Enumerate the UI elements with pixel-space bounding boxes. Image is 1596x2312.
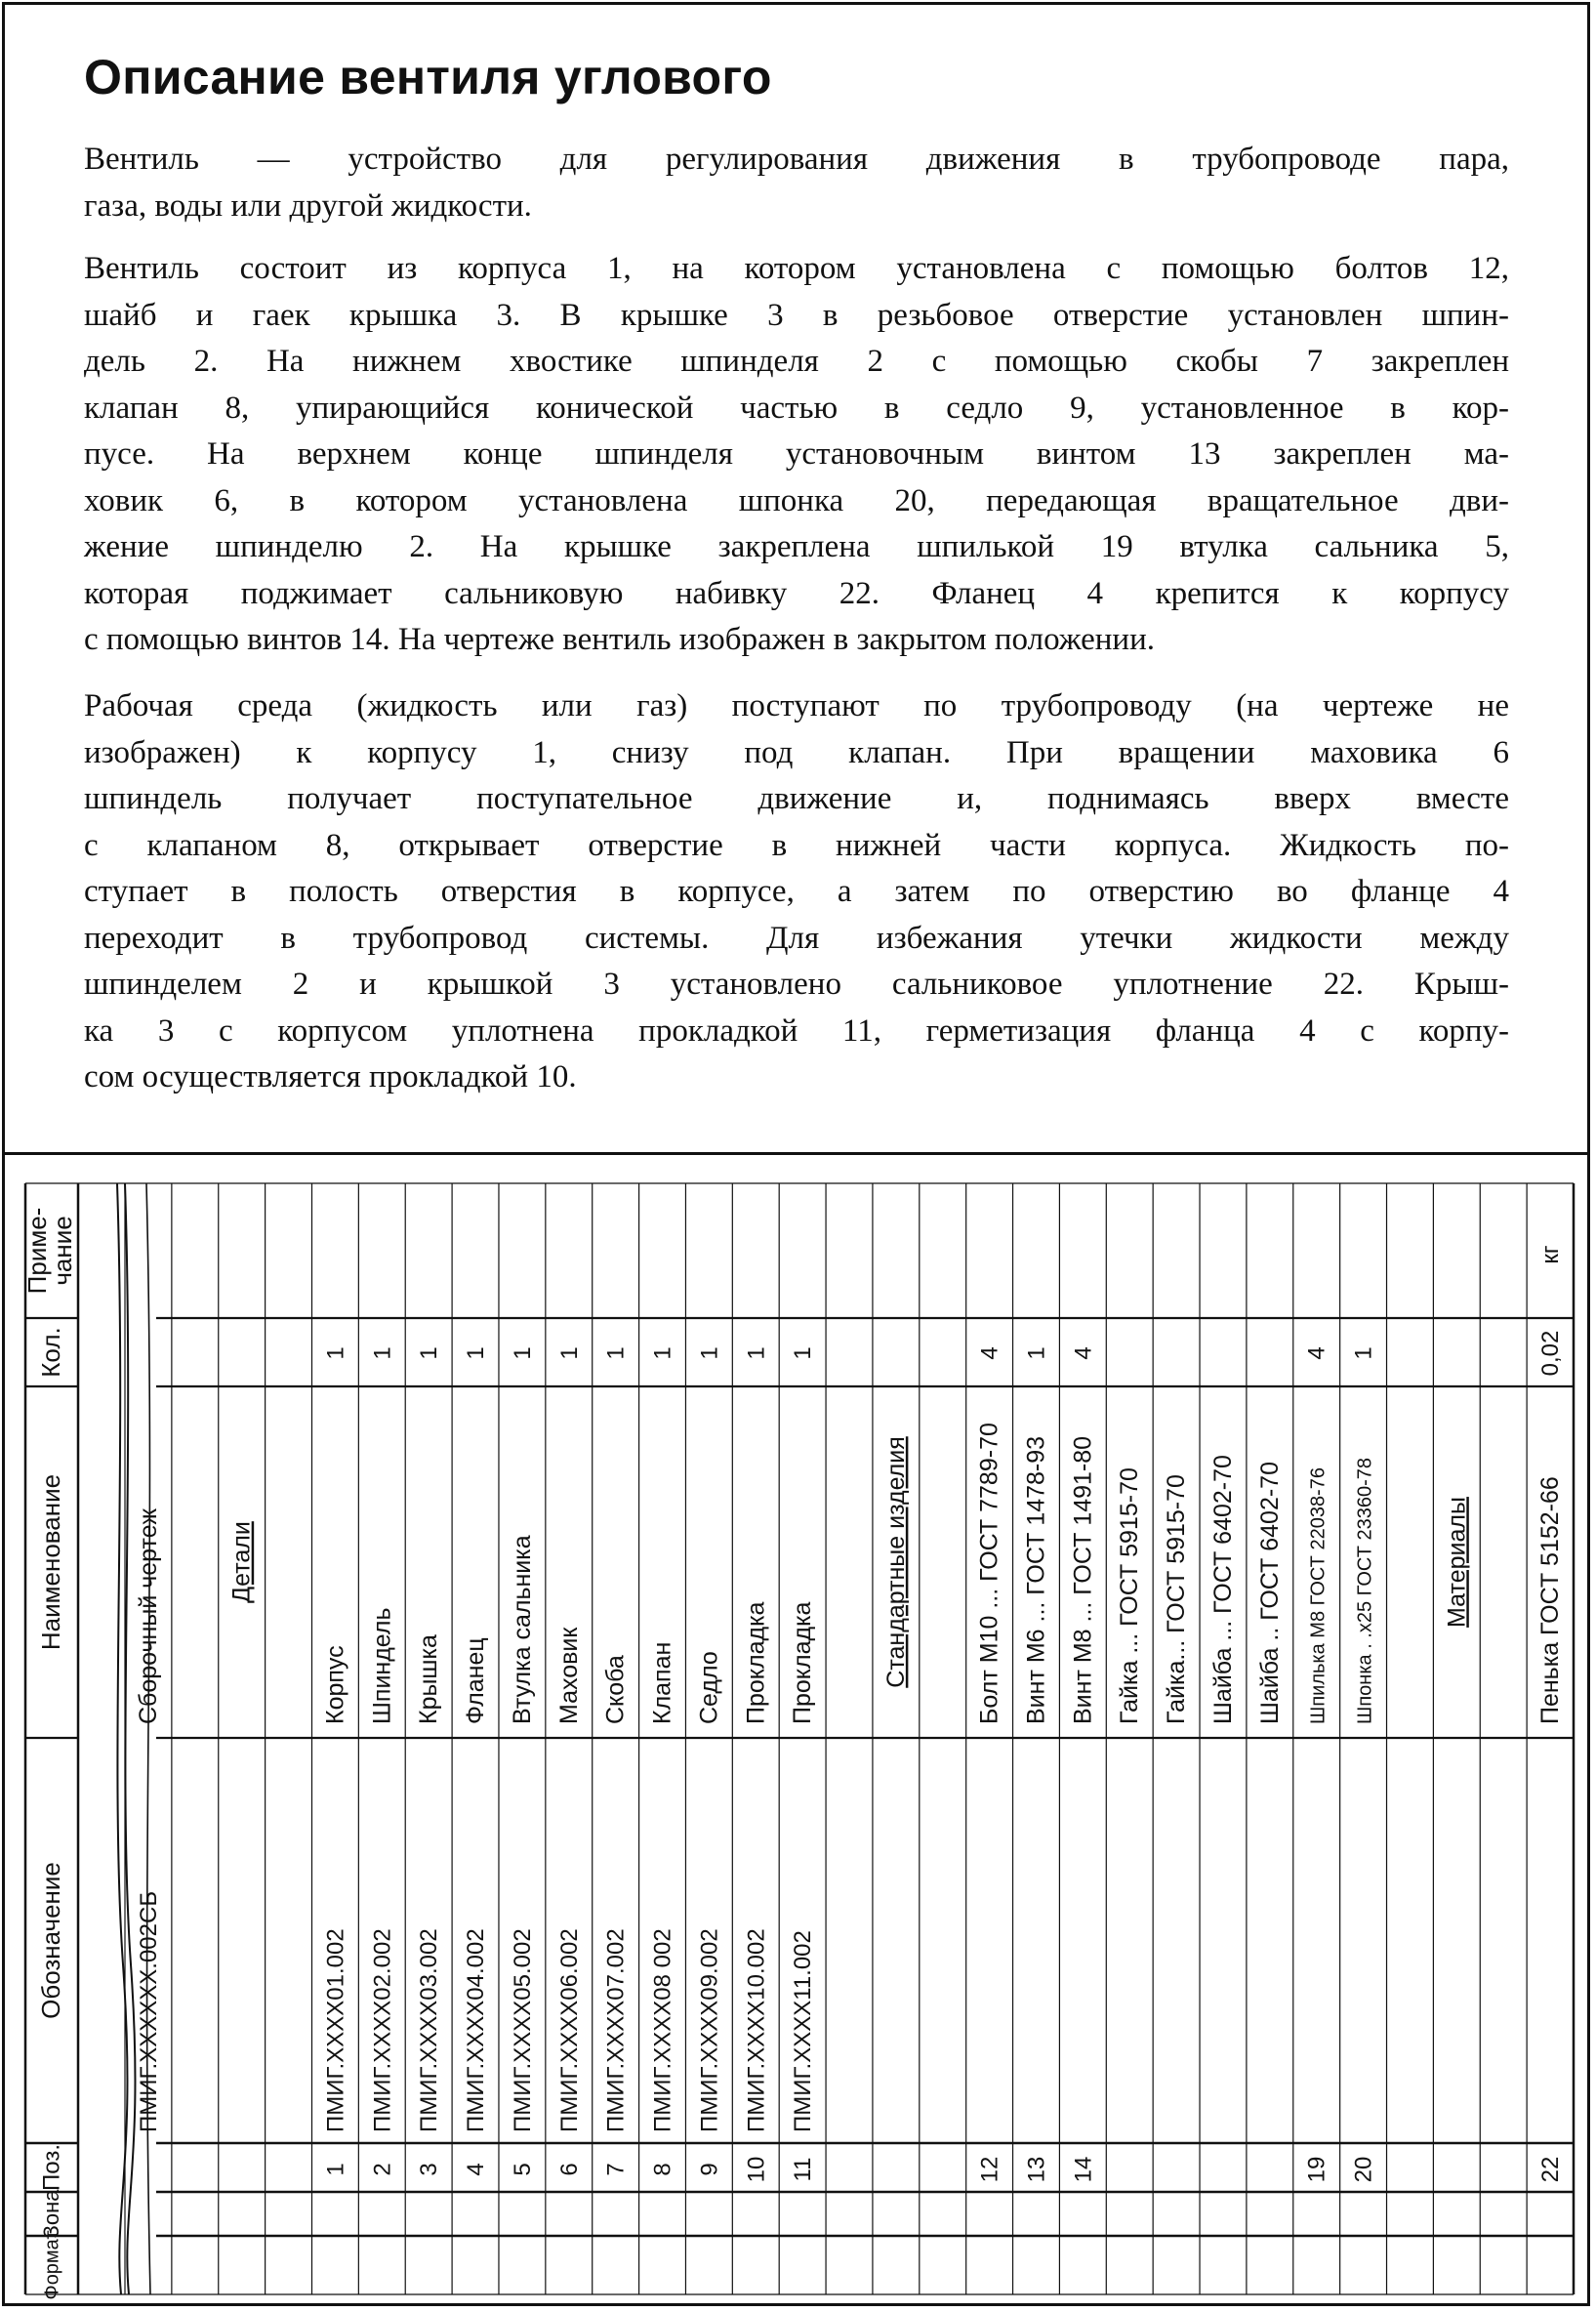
row-pos: 12 [976, 2156, 1003, 2183]
paragraph-line: шпиндель получает поступательное движение и, поднимаясь вверх вместе [84, 781, 1509, 816]
paragraph-line: с помощью винтов 14. На чертеже вентиль изображен в закрытом положении. [84, 622, 1155, 657]
row-pos: 4 [463, 2163, 490, 2176]
paragraph-line: с клапаном 8, открывает отверстие в нижней части корпуса. Жидкость по- [84, 827, 1509, 863]
spec-row [321, 1346, 348, 2175]
paragraph-line: изображен) к корпусу 1, снизу под клапан. При вращении маховика 6 [84, 734, 1509, 770]
row-pos: 1 [322, 2163, 349, 2176]
spec-row [415, 1346, 442, 2175]
row-name: Фланец [462, 1637, 490, 1724]
paragraph-line: Вентиль состоит из корпуса 1, на котором установлена с помощью болтов 12, [84, 251, 1509, 286]
paragraph-line: переходит в трубопровод системы. Для избежания утечки жидкости между [84, 920, 1509, 956]
row-name: Скоба [601, 1655, 630, 1724]
spec-row [1256, 1462, 1284, 1724]
row-pos: 14 [1070, 2156, 1097, 2183]
spec-row [368, 1346, 395, 2175]
spec-row [882, 1436, 910, 1687]
row-qty: 1 [1350, 1346, 1377, 1360]
row-pos: 6 [555, 2163, 583, 2176]
paragraph-line: клапан 8, упирающийся конической частью в седло 9, установленное в кор- [84, 390, 1509, 426]
row-pos: 10 [743, 2156, 770, 2183]
row-name: Прокладка [789, 1601, 817, 1724]
row-name: Винт М6 ... ГОСТ 1478-93 [1022, 1435, 1050, 1724]
row-pos: 2 [369, 2163, 396, 2176]
header-designation: Обозначение [35, 1862, 65, 2019]
row-designation: ПМИГ.XXXX11.002 [790, 1930, 817, 2132]
section-heading: Детали [227, 1521, 256, 1603]
row-name: Гайка ... ГОСТ 5915-70 [1116, 1467, 1144, 1724]
header-note-line2: чание [47, 1216, 77, 1286]
row-pos: 13 [1023, 2156, 1050, 2183]
row-pos: 20 [1350, 2156, 1377, 2183]
spec-row [1304, 1346, 1330, 2182]
spec-row [1163, 1474, 1190, 1724]
row-qty: 1 [416, 1346, 443, 1360]
row-designation: ПМИГ.XXXX06.002 [555, 1928, 583, 2132]
row-name: Клапан [648, 1641, 676, 1724]
spec-row [228, 1521, 256, 1603]
row-designation: ПМИГ.XXXX08 002 [649, 1928, 676, 2132]
row-pos: 7 [602, 2163, 630, 2176]
row-name: Пенька ГОСТ 5152-66 [1536, 1476, 1565, 1724]
paragraph-line: ка 3 с корпусом уплотнена прокладкой 11, герметизация фланца 4 с корпу- [84, 1012, 1509, 1049]
section-heading: Материалы [1443, 1497, 1471, 1628]
row-pos: 19 [1303, 2156, 1330, 2183]
row-pos: 9 [696, 2163, 723, 2176]
row-designation: ПМИГ.XXXX05.002 [509, 1928, 536, 2132]
row-name: Седло [695, 1651, 723, 1724]
row-designation: ПМИГ.XXXX01.002 [322, 1928, 349, 2132]
row-pos: 8 [649, 2163, 676, 2176]
spec-row [462, 1346, 489, 2175]
row-name: Шпонка . .х25 ГОСТ 23360-78 [1354, 1457, 1376, 1724]
paragraph-line: газа, воды или другой жидкости. [84, 187, 532, 224]
row-designation: ПМИГ.XXXX03.002 [416, 1928, 443, 2132]
spec-row [1209, 1455, 1237, 1724]
row-designation: ПМИГ.XXXX09.002 [696, 1928, 723, 2132]
row-name: Шайба ... ГОСТ 6402-70 [1208, 1455, 1237, 1724]
row-name: Крышка [415, 1634, 443, 1724]
row-designation: ПМИГ.XXXX10.002 [743, 1928, 770, 2132]
row-qty: 1 [743, 1346, 770, 1360]
row-designation: ПМИГ.XXXX02.002 [369, 1928, 396, 2132]
spec-row [789, 1346, 816, 2181]
row-qty: 4 [1070, 1346, 1097, 1360]
spec-row [1069, 1346, 1096, 2182]
row-pos: 11 [790, 2157, 817, 2182]
row-qty: 1 [555, 1346, 583, 1360]
row-name: Шайба .. ГОСТ 6402-70 [1255, 1462, 1284, 1724]
spec-row [555, 1346, 583, 2175]
row-designation: ПМИГ.XXXXXX.002СБ [135, 1890, 162, 2132]
row-qty: 1 [649, 1346, 676, 1360]
row-note: кг [1537, 1245, 1565, 1264]
row-name: Прокладка [742, 1601, 770, 1724]
paragraph-line: ховик 6, в котором установлена шпонка 20, передающая вращательное дви- [84, 482, 1509, 518]
row-qty: 1 [509, 1346, 536, 1360]
row-qty: 1 [1023, 1346, 1050, 1360]
paragraph-line: Рабочая среда (жидкость или газ) поступают по трубопроводу (на чертеже не [84, 688, 1509, 723]
paragraph-line: шпинделем 2 и крышкой 3 установлено сальниковое уплотнение 22. Крыш- [84, 967, 1509, 1002]
row-name: Сборочный чертеж [134, 1507, 162, 1724]
row-qty: 4 [1303, 1346, 1330, 1360]
row-qty: 4 [976, 1346, 1003, 1360]
section-heading: Стандартные изделия [881, 1436, 910, 1688]
row-name: Корпус [321, 1645, 349, 1724]
row-qty: 0,02 [1537, 1330, 1565, 1377]
row-name: Болт М10 ... ГОСТ 7789-70 [975, 1423, 1003, 1724]
paragraph-line: сом осуществляется прокладкой 10. [84, 1059, 577, 1094]
row-qty: 1 [463, 1346, 490, 1360]
header-zone: Зона [38, 2189, 63, 2239]
paragraph-line: шайб и гаек крышка 3. В крышке 3 в резьбовое отверстие установлен шпин- [84, 297, 1509, 333]
page-title: Описание вентиля углового [84, 50, 772, 104]
row-qty: 1 [602, 1346, 630, 1360]
spec-row [1022, 1346, 1049, 2182]
row-qty: 1 [696, 1346, 723, 1360]
spec-row [1443, 1497, 1470, 1628]
row-designation: ПМИГ.XXXX04.002 [463, 1928, 490, 2132]
header-format: Формат [41, 2230, 63, 2300]
paragraph-line: ступает в полость отверстия в корпусе, а затем по отверстию во фланце 4 [84, 874, 1509, 909]
header-qty: Кол. [35, 1327, 65, 1378]
spec-row [649, 1346, 676, 2175]
spec-row [695, 1346, 722, 2175]
row-name: Гайка... ГОСТ 5915-70 [1163, 1474, 1191, 1724]
row-name: Шпилька М8 ГОСТ 22038-76 [1307, 1467, 1330, 1724]
header-name: Наименование [35, 1473, 65, 1651]
spec-row [1351, 1346, 1377, 2182]
row-pos: 5 [509, 2163, 536, 2176]
paragraph-line: жение шпинделю 2. На крышке закреплена шпилькой 19 втулка сальника 5, [84, 529, 1509, 564]
row-name: Винт М8 ... ГОСТ 1491-80 [1069, 1435, 1097, 1724]
row-qty: 1 [322, 1346, 349, 1360]
spec-row [742, 1346, 769, 2182]
paragraph-line: пусе. На верхнем конце шпинделя установочным винтом 13 закреплен ма- [84, 436, 1509, 472]
row-pos: 3 [416, 2163, 443, 2176]
header-note-line1: Приме- [21, 1207, 52, 1295]
row-qty: 1 [790, 1346, 817, 1360]
row-name: Шпиндель [368, 1607, 396, 1724]
row-pos: 22 [1537, 2156, 1565, 2183]
row-qty: 1 [369, 1346, 396, 1360]
paragraph-line: которая поджимает сальниковую набивку 22. Фланец 4 крепится к корпусу [84, 575, 1509, 611]
spec-row [976, 1346, 1003, 2182]
paragraph-line: дель 2. На нижнем хвостике шпинделя 2 с помощью скобы 7 закреплен [84, 344, 1509, 379]
row-designation: ПМИГ.XXXX07.002 [602, 1928, 630, 2132]
header-pos: Поз. [38, 2144, 65, 2191]
spec-row [602, 1346, 630, 2175]
row-name: Втулка сальника [508, 1535, 536, 1724]
paragraph-line: Вентиль — устройство для регулирования движения в трубопроводе пара, [84, 142, 1509, 177]
row-name: Маховик [554, 1627, 583, 1724]
spec-row [509, 1346, 536, 2175]
spec-row [1116, 1467, 1143, 1724]
